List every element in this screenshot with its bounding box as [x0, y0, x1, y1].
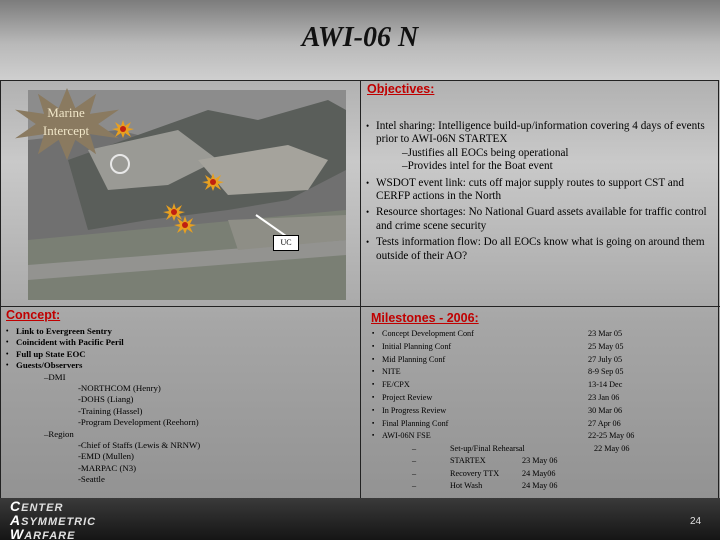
milestone-date: 23 Mar 05 — [588, 329, 623, 338]
page-number: 24 — [690, 516, 702, 527]
objective-item — [366, 120, 712, 174]
slide-title: AWI-06 N — [301, 22, 419, 53]
concept-bullet — [6, 360, 351, 371]
region-item: -EMD (Mullen) — [78, 451, 134, 462]
milestone-row — [372, 392, 718, 405]
bullet-icon: ▪ — [372, 381, 375, 389]
sub-label: Recovery TTX — [450, 468, 500, 478]
milestone-date: 27 July 05 — [588, 354, 623, 364]
milestone-row — [372, 341, 718, 354]
bullet-icon: ▪ — [372, 432, 375, 440]
sub-date: 22 May 06 — [594, 444, 630, 454]
milestone-subrow — [372, 480, 718, 492]
marine-intercept-label: Marine Intercept — [42, 105, 90, 138]
milestones-heading: Milestones - 2006: — [371, 311, 479, 325]
objective-text: WSDOT event link: cuts off major supply routes to support CST and CERFP actions in the North — [376, 176, 684, 203]
logo-text: ENTER — [21, 502, 64, 514]
sub-dash: – — [412, 480, 417, 490]
objective-text: Tests information flow: Do all EOCs know what is going on around them outside of their AO? — [376, 236, 705, 262]
bullet-icon: • — [366, 121, 370, 131]
concept-bullet — [6, 337, 351, 348]
region-item: -Chief of Staffs (Lewis & NRNW) — [78, 440, 201, 451]
bullet-icon: • — [6, 338, 9, 347]
bullet-icon: • — [6, 327, 9, 335]
explosion-icon — [112, 120, 134, 138]
objective-subitem: –Provides intel for the Boat event — [402, 160, 553, 173]
bullet-icon: • — [366, 237, 370, 248]
milestone-row — [372, 328, 718, 341]
milestone-date: 22-25 May 06 — [588, 431, 635, 441]
objective-item — [366, 236, 712, 263]
logo-text: SYMMETRIC — [21, 516, 97, 528]
region-item: -MARPAC (N3) — [78, 462, 137, 473]
milestones-list — [372, 328, 718, 492]
milestone-date: 23 Jan 06 — [588, 392, 620, 402]
milestone-label: FE/CPX — [382, 380, 410, 390]
milestone-row — [372, 430, 718, 443]
bullet-icon: ▪ — [372, 393, 375, 401]
dmi-item: -Training (Hassel) — [78, 405, 143, 416]
bullet-icon: ▪ — [372, 406, 375, 414]
objective-text: Resource shortages: No National Guard assets available for traffic control and crime scene security — [376, 206, 707, 232]
sub-dash: – — [412, 468, 417, 478]
milestone-date: 27 Apr 06 — [588, 418, 621, 428]
milestone-label: Final Planning Conf — [382, 418, 449, 428]
objectives-heading: Objectives: — [367, 82, 435, 96]
bullet-icon: ▪ — [372, 368, 375, 376]
sub-date: 23 May 06 — [522, 456, 558, 466]
milestone-label: Initial Planning Conf — [382, 341, 452, 351]
concept-bullet-text: Guests/Observers — [16, 360, 83, 371]
objective-text: Intel sharing: Intelligence build-up/information covering 4 days of events prior to AWI-06N STARTEX — [376, 120, 705, 146]
bullet-icon: ▪ — [372, 419, 375, 427]
explosion-icon — [174, 216, 196, 234]
milestone-label: Project Review — [382, 392, 433, 402]
milestone-date: 30 Mar 06 — [588, 405, 623, 415]
milestone-row — [372, 354, 718, 367]
objective-item — [366, 177, 712, 204]
concept-bullet — [6, 326, 351, 337]
bullet-icon: ▪ — [372, 342, 375, 350]
objective-subitem: –Justifies all EOCs being operational — [402, 146, 569, 159]
milestone-label: AWI-06N FSE — [382, 431, 431, 441]
sub-label: Hot Wash — [450, 480, 483, 490]
region-label: –Region — [44, 428, 74, 439]
bullet-icon: • — [366, 207, 370, 218]
milestone-subrow — [372, 468, 718, 480]
sub-label: Set-up/Final Rehearsal — [450, 444, 525, 454]
milestone-label: In Progress Review — [382, 405, 447, 415]
objective-item — [366, 206, 712, 233]
uc-label: UC — [273, 235, 299, 251]
sub-date: 24 May06 — [522, 468, 556, 478]
milestone-date: 25 May 05 — [588, 341, 624, 351]
dmi-label: –DMI — [44, 371, 66, 382]
milestone-date: 8-9 Sep 05 — [588, 367, 624, 377]
milestone-label: Concept Development Conf — [382, 329, 474, 338]
concept-list — [6, 326, 351, 486]
objectives-list — [366, 120, 712, 266]
footer-bar — [0, 498, 720, 540]
concept-heading: Concept: — [6, 308, 61, 322]
logo-letter: W — [10, 526, 25, 542]
bullet-icon: • — [6, 349, 9, 358]
region-item: -Seattle — [78, 474, 105, 485]
milestone-label: Mid Planning Conf — [382, 354, 446, 364]
concept-bullet-text: Coincident with Pacific Peril — [16, 337, 124, 348]
milestone-subrow — [372, 443, 718, 455]
bullet-icon: ▪ — [372, 330, 375, 337]
bullet-icon: • — [366, 177, 370, 188]
sub-label: STARTEX — [450, 456, 486, 466]
milestone-subrow — [372, 455, 718, 467]
vertical-divider — [360, 80, 361, 498]
logo-letter: C — [10, 498, 22, 514]
concept-bullet-text: Full up State EOC — [16, 348, 86, 359]
milestone-row — [372, 405, 718, 418]
milestone-date: 13-14 Dec — [588, 380, 623, 390]
bullet-icon: ▪ — [372, 355, 375, 363]
sub-date: 24 May 06 — [522, 480, 558, 490]
concept-bullet-text: Link to Evergreen Sentry — [16, 326, 112, 336]
sub-dash: – — [412, 456, 417, 466]
dmi-item: -Program Development (Reehorn) — [78, 417, 199, 428]
center-asymmetric-warfare-logo — [10, 500, 96, 542]
dmi-item: -DOHS (Liang) — [78, 394, 134, 405]
location-pin-icon — [110, 154, 130, 174]
bullet-icon: • — [6, 361, 9, 370]
concept-bullet — [6, 349, 351, 360]
milestone-row — [372, 418, 718, 431]
milestone-row — [372, 366, 718, 379]
explosion-icon — [202, 173, 224, 191]
logo-text: ARFARE — [24, 530, 76, 542]
milestone-row — [372, 379, 718, 392]
dmi-item: -NORTHCOM (Henry) — [78, 383, 161, 394]
logo-letter: A — [10, 512, 22, 528]
milestone-label: NITE — [382, 367, 401, 377]
sub-dash: – — [412, 444, 417, 454]
